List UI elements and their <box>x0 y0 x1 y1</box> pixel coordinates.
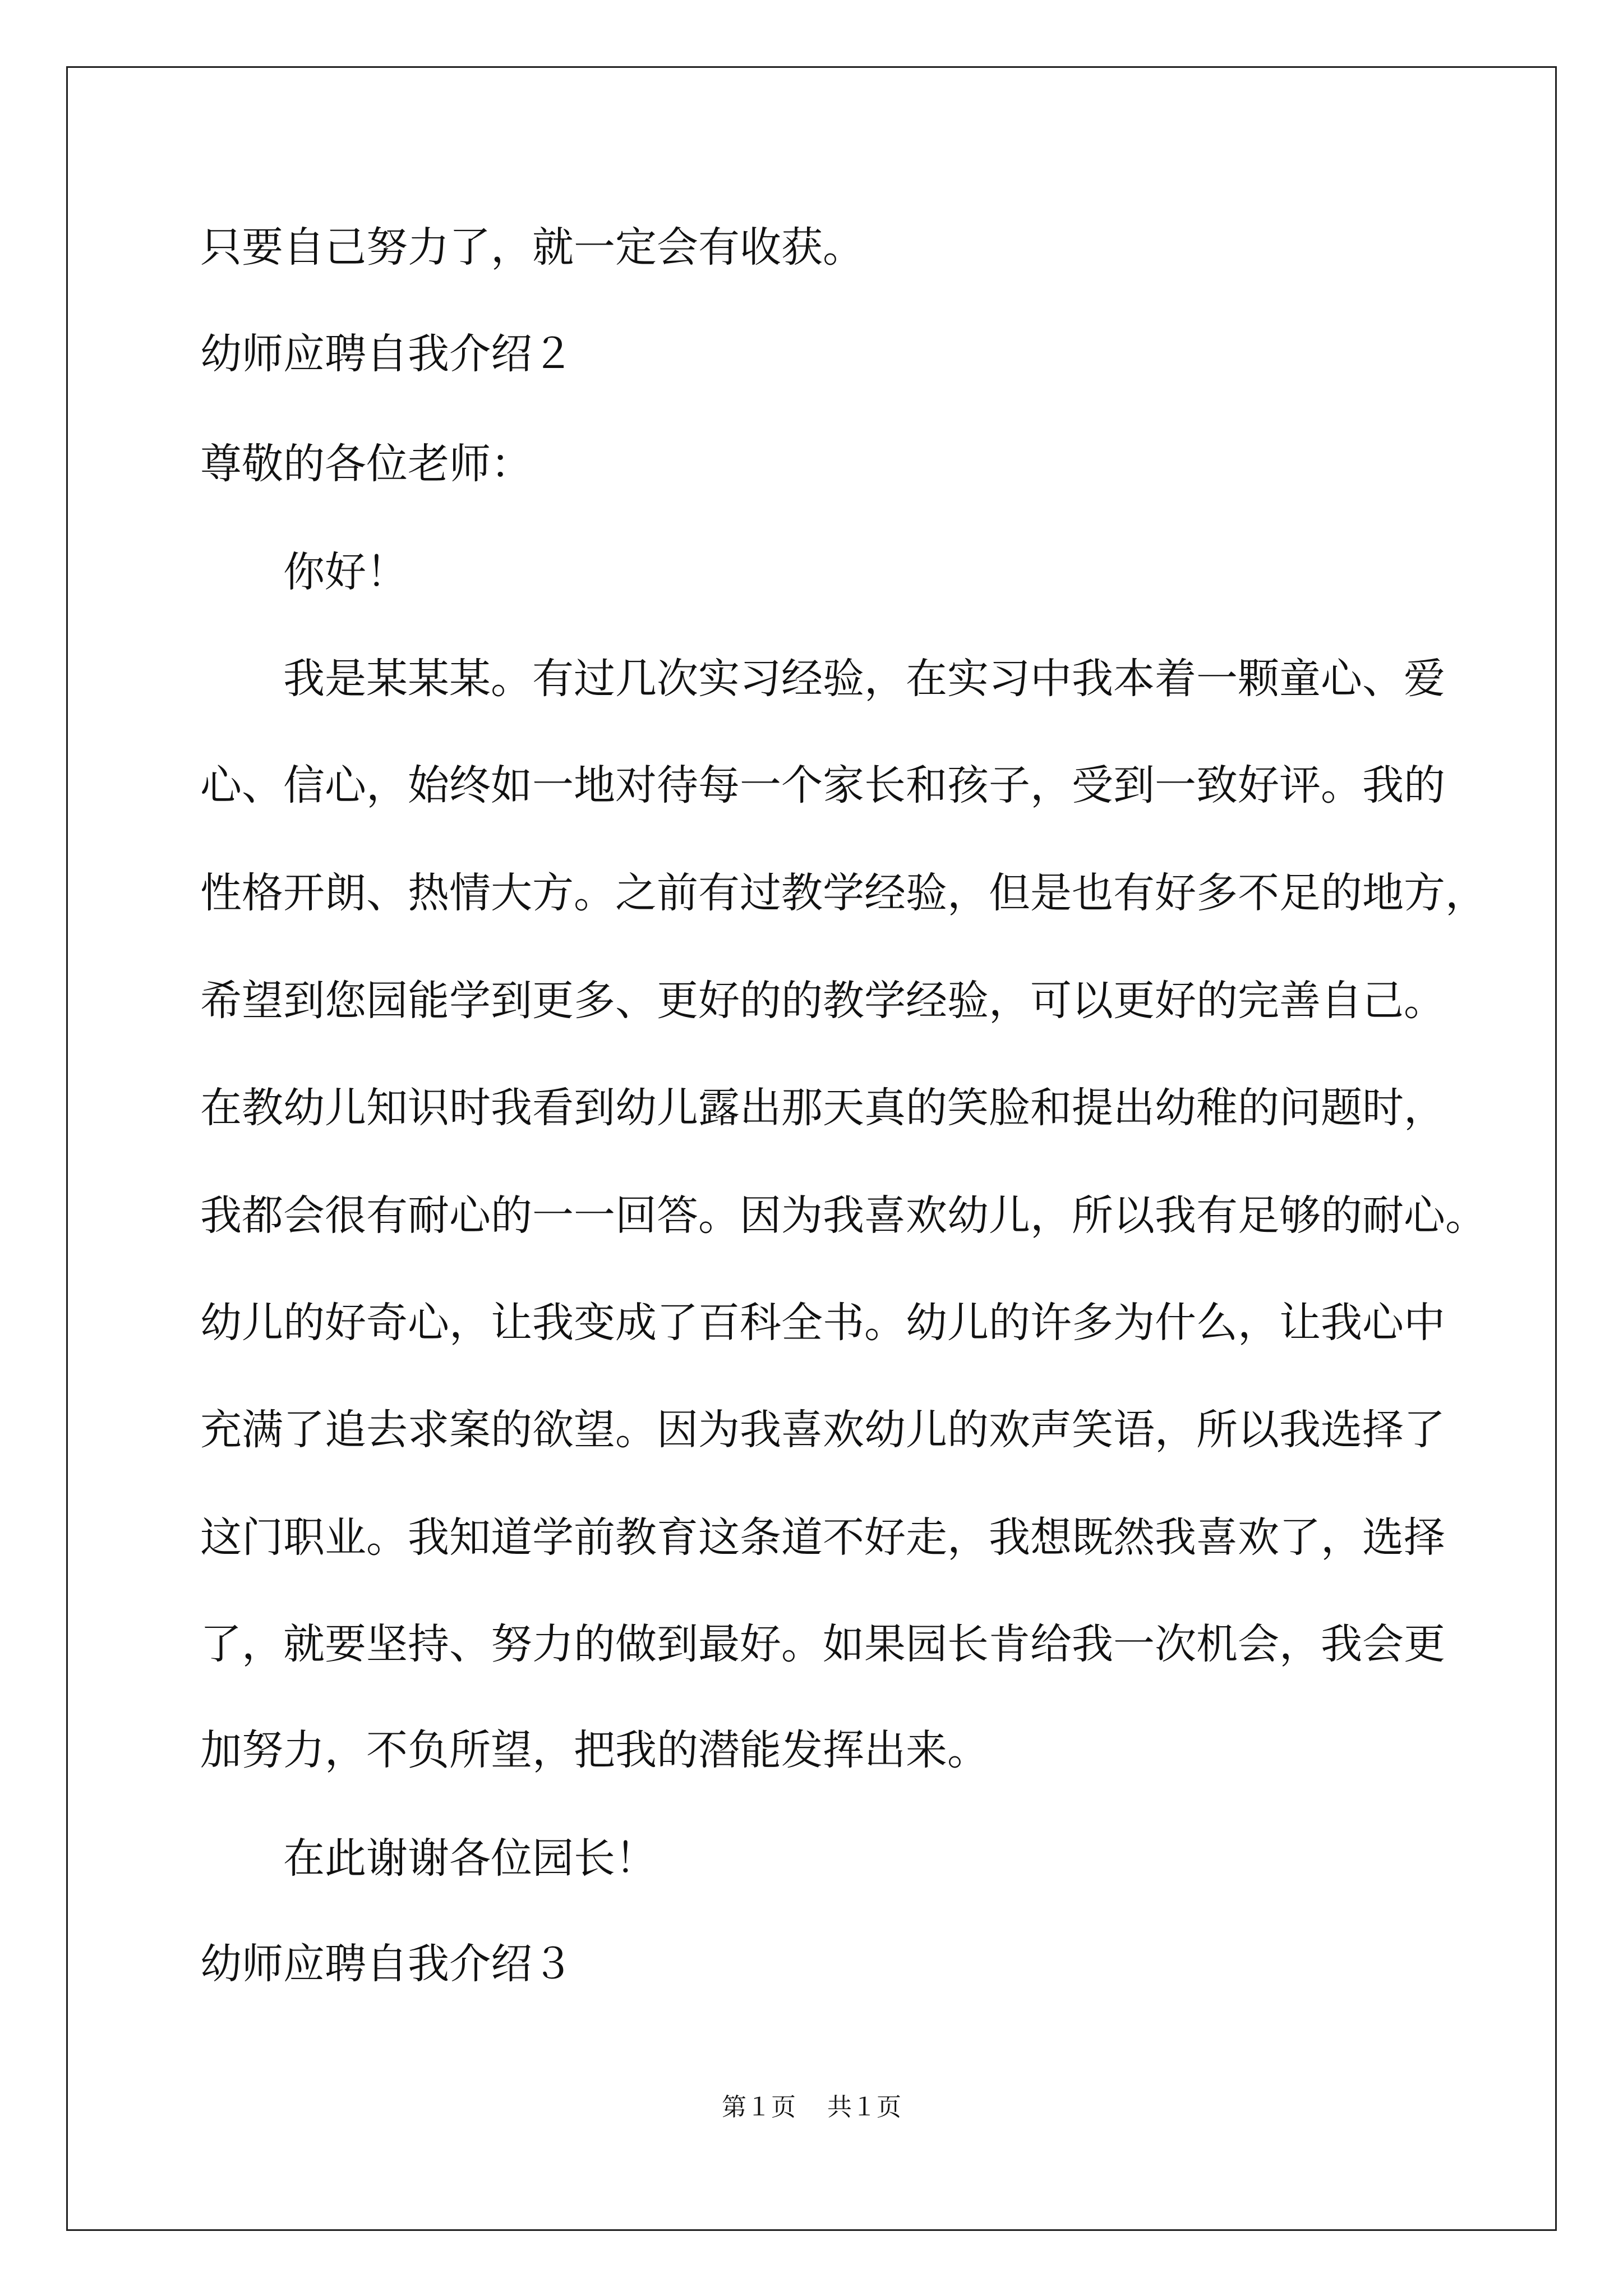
paragraph-line: 我都会很有耐心的一一回答。因为我喜欢幼儿，所以我有足够的耐心。 <box>200 1191 1487 1240</box>
paragraph-line: 我是某某某。有过几次实习经验，在实习中我本着一颗童心、爱 <box>283 655 1445 703</box>
paragraph-line: 充满了追去求案的欲望。因为我喜欢幼儿的欢声笑语，所以我选择了 <box>200 1406 1445 1454</box>
paragraph-line: 希望到您园能学到更多、更好的的教学经验，可以更好的完善自己。 <box>200 977 1445 1025</box>
page-total: 共１页 <box>827 2093 901 2122</box>
paragraph-line: 加努力，不负所望，把我的潜能发挥出来。 <box>200 1726 989 1774</box>
paragraph-line: 幼儿的好奇心，让我变成了百科全书。幼儿的许多为什么，让我心中 <box>200 1299 1445 1347</box>
paragraph-line: 这门职业。我知道学前教育这条道不好走，我想既然我喜欢了，选择 <box>200 1513 1445 1562</box>
paragraph-line: 心、信心，始终如一地对待每一个家长和孩子，受到一致好评。我的 <box>200 761 1445 809</box>
paragraph-line: 在教幼儿知识时我看到幼儿露出那天真的笑脸和提出幼稚的问题时， <box>200 1084 1445 1132</box>
paragraph-line: 性格开朗、热情大方。之前有过教学经验，但是也有好多不足的地方， <box>200 869 1487 917</box>
page-footer <box>0 2095 1623 2120</box>
section-heading: 幼师应聘自我介绍３ <box>200 1940 574 1988</box>
text-line: 只要自己努力了，就一定会有收获。 <box>200 223 864 272</box>
page-border <box>66 66 1557 2231</box>
page-number: 第１页 <box>722 2093 796 2122</box>
greeting: 你好！ <box>283 548 408 596</box>
paragraph-line: 了，就要坚持、努力的做到最好。如果园长肯给我一次机会，我会更 <box>200 1620 1445 1668</box>
salutation: 尊敬的各位老师： <box>200 440 532 488</box>
section-heading: 幼师应聘自我介绍２ <box>200 330 574 378</box>
closing-line: 在此谢谢各位园长！ <box>283 1834 657 1883</box>
